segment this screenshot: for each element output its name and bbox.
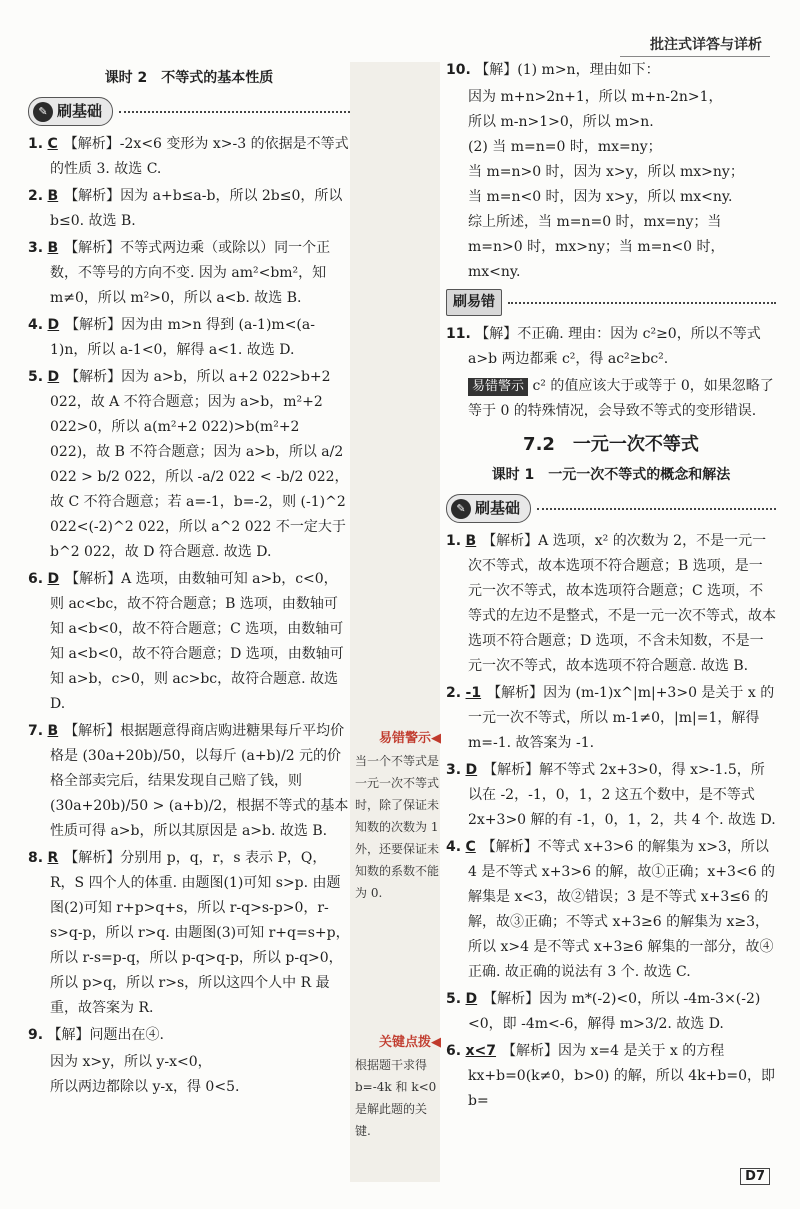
answer-list xyxy=(446,529,776,1114)
section-banner: ✎ 刷基础 xyxy=(28,97,350,126)
answer-choice: C xyxy=(47,136,58,152)
answer-item xyxy=(446,681,776,756)
explanation: 【解析】因为由 m>n 得到 (a-1)m<(a-1)n，所以 a-1<0，解得 a<1. 故选 D. xyxy=(50,317,315,358)
margin-note xyxy=(355,728,441,904)
item-number: 6. xyxy=(28,571,44,587)
explanation: 【解】问题出在④. xyxy=(47,1027,164,1043)
answer-line: 因为 m+n>2n+1，所以 m+n-2n>1， xyxy=(468,89,723,105)
explanation: 【解析】-2x<6 变形为 x>-3 的依据是不等式的性质 3. 故选 C. xyxy=(50,136,349,177)
explanation: 【解析】不等式两边乘（或除以）同一个正数，不等号的方向不变. 因为 am²<bm²，知 m≠0，所以 m²>0，所以 a<b. 故选 B. xyxy=(50,240,331,306)
answer-choice: D xyxy=(465,762,478,778)
item-number: 5. xyxy=(28,369,44,385)
warning-label: 易错警示 xyxy=(468,378,528,396)
answer-choice: D xyxy=(47,571,60,587)
item-number: 3. xyxy=(446,762,462,778)
item-number: 2. xyxy=(28,188,44,204)
answer-item xyxy=(28,313,350,363)
item-number: 6. xyxy=(446,1043,462,1059)
explanation: 【解析】因为 m*(-2)<0，所以 -4m-3×(-2)<0，即 -4m<-6，解得 m>3/2. 故选 D. xyxy=(468,991,761,1032)
page-header: 批注式详答与详析 xyxy=(650,37,762,53)
margin-note xyxy=(355,1032,441,1142)
explanation: 【解析】解不等式 2x+3>0，得 x>-1.5，所以在 -2，-1，0，1，2 这五个数中，是不等式 2x+3>0 解的有 -1，0，1，2，共 4 个. 故选 D. xyxy=(468,762,776,828)
explanation: 【解析】根据题意得商店购进糖果每斤平均价格是 (30a+20b)/50，以每斤 (a+b)/2 元的价格全部卖完后，结果发现自己赔了钱，则 (30a+20b)/50 > (a+b)/2，根据不等式的基本性质可得 a>b，所以其原因是 a>b. 故选 B. xyxy=(50,723,349,839)
page-number: D7 xyxy=(740,1168,770,1185)
note-body: 根据题干求得 b=-4k 和 k<0 是解此题的关键. xyxy=(355,1058,437,1138)
answer-item xyxy=(28,365,350,565)
lesson-title: 课时 2 不等式的基本性质 xyxy=(104,70,274,86)
answer-line: 当 m=n>0 时，因为 x>y，所以 mx>ny； xyxy=(468,164,744,180)
answer-item: 11. 【解】不正确. 理由：因为 c²≥0，所以不等式 a>b 两边都乘 c²，得 ac²≥bc². xyxy=(446,326,761,367)
answer-item xyxy=(446,529,776,679)
answer-item xyxy=(446,987,776,1037)
item-number: 7. xyxy=(28,723,44,739)
answer-choice: B xyxy=(47,188,59,204)
item-number: 4. xyxy=(446,839,462,855)
answer-line: 当 m=n<0 时，因为 x>y，所以 mx<ny. xyxy=(468,189,733,205)
item-number: 2. xyxy=(446,685,462,701)
answer-choice: B xyxy=(47,723,59,739)
section-banner: ✎ 刷基础 xyxy=(446,494,776,523)
item-number: 9. xyxy=(28,1027,44,1043)
answer-choice: D xyxy=(47,369,60,385)
answer-line: 因为 x>y，所以 y-x<0， xyxy=(50,1054,212,1070)
explanation: 【解析】A 选项，由数轴可知 a>b，c<0，则 ac<bc，故不符合题意；B 选项，由数轴可知 a<b<0，故不符合题意；C 选项，由数轴可知 a<b<0，故不符合题意；D 选项，由数轴可知 a>b，c>0，则 ac>bc，故符合题意. 故选 D. xyxy=(50,571,344,712)
answer-item xyxy=(28,719,350,844)
right-column xyxy=(446,58,776,1116)
explanation: 【解析】因为 a>b，所以 a+2 022>b+2 022，故 A 不符合题意；因为 a>b，m²+2 022>0，所以 a(m²+2 022)>b(m²+2 022)，故 B 不符合题意；因为 a>b，所以 a/2 022 > b/2 022，所以 -a/2 022 < -b/2 022，故 C 不符合题意；若 a=-1，b=-2，则 (-1)^2 022<(-2)^2 022，所以 a^2 022 不一定大于 b^2 022，故 D 符合题意. 故选 D. xyxy=(50,369,349,560)
item-number: 1. xyxy=(446,533,462,549)
answer-item xyxy=(28,236,350,311)
note-head: 易错警示◀ xyxy=(379,731,441,746)
lesson-title: 课时 1 一元一次不等式的概念和解法 xyxy=(491,467,731,483)
explanation: 【解析】A 选项，x² 的次数为 2，不是一元一次不等式，故本选项不符合题意；B 选项，是一元一次不等式，故本选项符合题意；C 选项，不等式的左边不是整式，不是一元一次不等式，故本选项不符合题意；D 选项，不含未知数，不是一元一次不等式，故本选项不符合题意. 故选 B. xyxy=(468,533,776,674)
answer-choice: B xyxy=(465,533,477,549)
explanation: 【解析】因为 x=4 是关于 x 的方程 kx+b=0(k≠0，b>0) 的解，所以 4k+b=0，即 b= xyxy=(468,1043,775,1109)
item-number: 5. xyxy=(446,991,462,1007)
left-column xyxy=(28,62,350,1100)
answer-item xyxy=(446,1039,776,1114)
margin-column xyxy=(350,62,440,1182)
answer-choice: R xyxy=(47,850,59,866)
answer-item xyxy=(28,184,350,234)
brush-icon: ✎ xyxy=(33,102,53,122)
note-body: 当一个不等式是一元一次不等式时，除了保证未知数的次数为 1 外，还要保证未知数的系数不能为 0. xyxy=(355,754,440,900)
item-number: 1. xyxy=(28,136,44,152)
explanation: 【解析】因为 (m-1)x^|m|+3>0 是关于 x 的一元一次不等式，所以 m-1≠0，|m|=1，解得 m=-1. 故答案为 -1. xyxy=(468,685,775,751)
answer-choice: -1 xyxy=(465,685,482,701)
answer-item xyxy=(28,567,350,717)
answer-item xyxy=(28,132,350,182)
warning-line: 易错警示 c² 的值应该大于或等于 0，如果忽略了等于 0 的特殊情况，会导致不等式的变形错误. xyxy=(468,378,774,419)
answer-line: 所以 m-n>1>0，所以 m>n. xyxy=(468,114,654,130)
answer-line: (2) 当 m=n=0 时，mx=ny； xyxy=(468,139,662,155)
item-number: 4. xyxy=(28,317,44,333)
answer-item: 10. 【解】(1) m>n，理由如下： xyxy=(446,62,660,78)
answer-choice: x<7 xyxy=(465,1043,497,1059)
explanation: 【解析】分别用 p，q，r，s 表示 P，Q，R，S 四个人的体重. 由题图(1)可知 s>p. 由题图(2)可知 r+p>q+s，所以 r-q>s-p>0，r-s>q-p，所以 r>q. 由题图(3)可知 r+q=s+p，所以 r-s=p-q，所以 p-q>q-p，所以 p-q>0，所以 p>q，所以 r>s，所以这四个人中 R 最重，故答案为 R. xyxy=(50,850,350,1016)
answer-item xyxy=(446,835,776,985)
answer-item xyxy=(28,1023,350,1048)
item-number: 8. xyxy=(28,850,44,866)
answer-choice: D xyxy=(47,317,60,333)
header-rule xyxy=(620,56,770,57)
answer-line: 所以两边都除以 y-x，得 0<5. xyxy=(50,1079,240,1095)
answer-choice: D xyxy=(465,991,478,1007)
section-title: 7.2 一元一次不等式 xyxy=(523,434,699,455)
explanation: 【解析】不等式 x+3>6 的解集为 x>3，所以 4 是不等式 x+3>6 的解，故①正确；x+3<6 的解集是 x<3，故②错误；3 是不等式 x+3≤6 的解，故③正确；不等式 x+3≥6 的解集为 x≥3，所以 x>4 是不等式 x+3≥6 解集的一部分，故④正确. 故正确的说法有 3 个. 故选 C. xyxy=(468,839,776,980)
brush-icon: ✎ xyxy=(451,499,471,519)
section-banner: 刷易错 xyxy=(446,289,776,316)
answer-item xyxy=(446,758,776,833)
answer-list xyxy=(28,132,350,1048)
answer-item xyxy=(28,846,350,1021)
answer-choice: C xyxy=(465,839,476,855)
note-head: 关键点拨◀ xyxy=(379,1035,441,1050)
answer-line: 综上所述，当 m=n=0 时，mx=ny；当 m=n>0 时，mx>ny；当 m=n<0 时，mx<ny. xyxy=(468,214,725,280)
answer-choice: B xyxy=(47,240,59,256)
explanation: 【解析】因为 a+b≤a-b，所以 2b≤0，所以 b≤0. 故选 B. xyxy=(50,188,343,229)
item-number: 3. xyxy=(28,240,44,256)
